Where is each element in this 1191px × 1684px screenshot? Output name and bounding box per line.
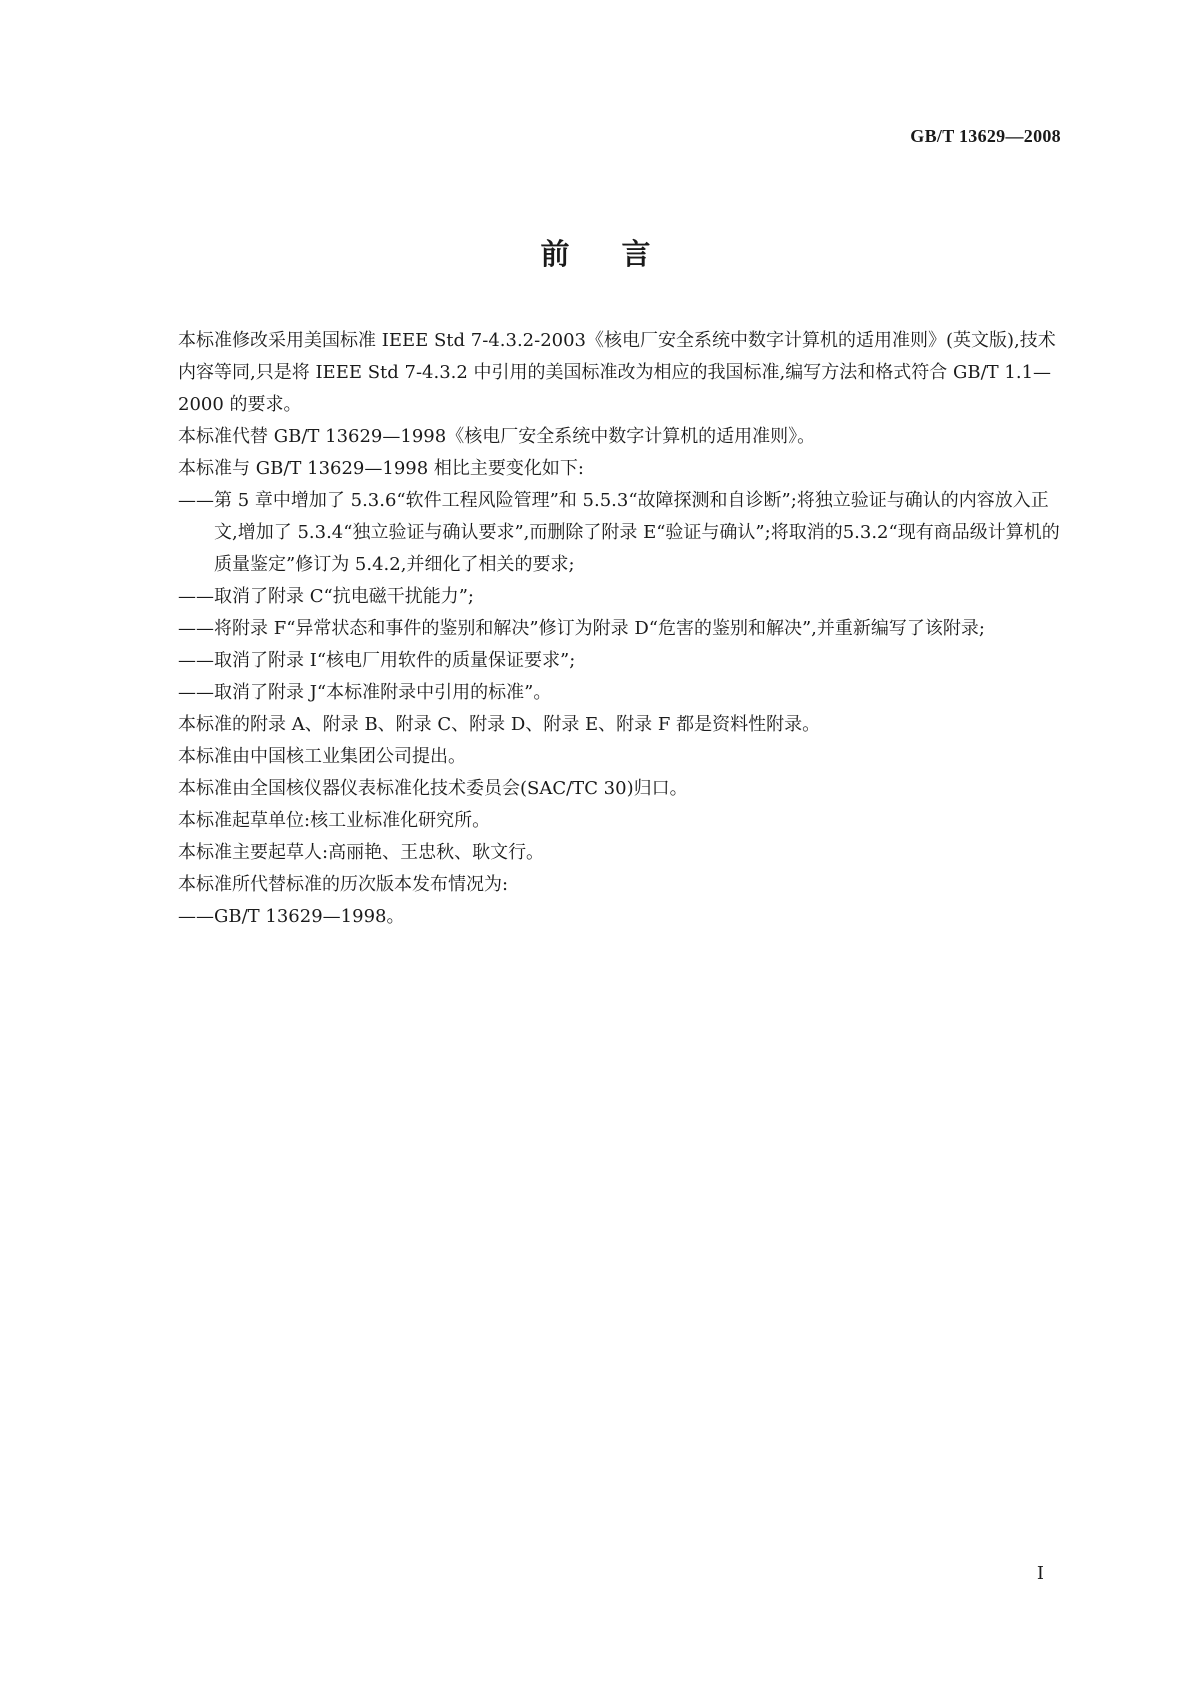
paragraph-replaces bbox=[178, 421, 1070, 453]
page-title: 前言 bbox=[540, 237, 703, 271]
change-item: ——取消了附录 I“核电厂用软件的质量保证要求”; bbox=[178, 650, 576, 671]
paragraph-text: 本标准与 GB/T 13629—1998 相比主要变化如下: bbox=[178, 458, 584, 479]
history-item: ——GB/T 13629—1998。 bbox=[178, 906, 405, 927]
paragraph-appendix: 本标准的附录 A、附录 B、附录 C、附录 D、附录 E、附录 F 都是资料性附录。 bbox=[178, 714, 821, 735]
change-item: ——将附录 F“异常状态和事件的鉴别和解决”修订为附录 D“危害的鉴别和解决”,并重新编写了该附录; bbox=[178, 618, 985, 639]
paragraph-committee: 本标准由全国核仪器仪表标准化技术委员会(SAC/TC 30)归口。 bbox=[178, 778, 688, 799]
standard-code: GB/T 13629—2008 bbox=[910, 126, 1061, 146]
paragraph-text: 本标准代替 GB/T 13629—1998《核电厂安全系统中数字计算机的适用准则》。 bbox=[178, 426, 816, 447]
change-item: ——第 5 章中增加了 5.3.6“软件工程风险管理”和 5.5.3“故障探测和自诊断”;将独立验证与确认的内容放入正文,增加了 5.3.4“独立验证与确认要求”,而删除了附录 E“验证与确认”;将取消的5.3.2“现有商品级计算机的质量鉴定”修订为 5.4.2,并细化了相关的要求; bbox=[178, 490, 1060, 575]
paragraph-changes-intro bbox=[178, 453, 1070, 485]
page-number: I bbox=[1036, 1563, 1044, 1584]
document-body bbox=[178, 325, 1070, 933]
paragraph-history-intro: 本标准所代替标准的历次版本发布情况为: bbox=[178, 874, 509, 895]
paragraph-proposer: 本标准由中国核工业集团公司提出。 bbox=[178, 746, 466, 767]
paragraph-drafters: 本标准主要起草人:高丽艳、王忠秋、耿文行。 bbox=[178, 842, 545, 863]
change-item: ——取消了附录 J“本标准附录中引用的标准”。 bbox=[178, 682, 552, 703]
change-item: ——取消了附录 C“抗电磁干扰能力”; bbox=[178, 586, 474, 607]
paragraph-drafting-unit: 本标准起草单位:核工业标准化研究所。 bbox=[178, 810, 491, 831]
paragraph-intro bbox=[178, 325, 1070, 421]
paragraph-text: 本标准修改采用美国标准 IEEE Std 7-4.3.2-2003《核电厂安全系统中数字计算机的适用准则》(英文版),技术内容等同,只是将 IEEE Std 7-4.3.2 中引用的美国标准改为相应的我国标准,编写方法和格式符合 GB/T 1.1—2000 的要求。 bbox=[178, 330, 1056, 415]
